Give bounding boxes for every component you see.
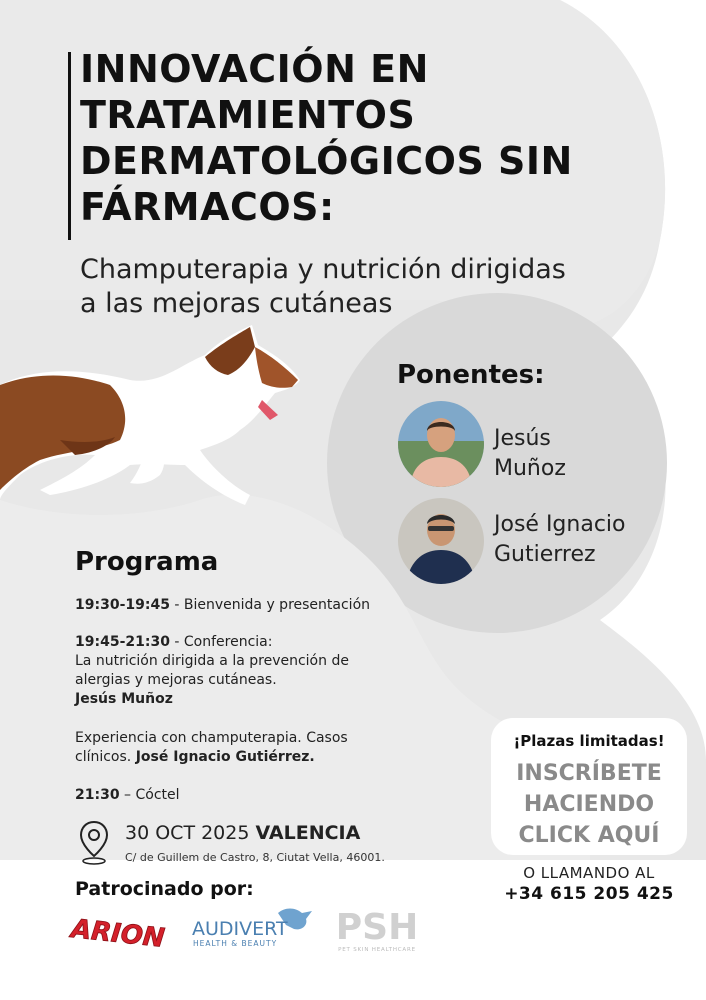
psh-logo-text: PSH: [335, 907, 419, 948]
dog-illustration: [0, 325, 310, 520]
title-line: DERMATOLÓGICOS SIN: [80, 139, 573, 183]
event-date: 30 OCT 2025: [125, 822, 250, 844]
title-line: TRATAMIENTOS: [80, 93, 416, 137]
register-cta-text: [491, 758, 687, 851]
program-time: 21:30: [75, 787, 120, 803]
page-subtitle: [80, 253, 680, 321]
program-item: [75, 786, 415, 805]
program-text: – Cóctel: [119, 787, 180, 803]
event-address: C/ de Guillem de Castro, 8, Ciutat Vella, 46001.: [125, 851, 385, 864]
program-item: [75, 729, 385, 767]
page-title: [80, 46, 680, 230]
speaker-second-line: Gutierrez: [494, 542, 596, 567]
speaker-avatar: [398, 401, 484, 487]
program-time: 19:45-21:30: [75, 634, 170, 650]
cta-line: HACIENDO: [523, 792, 655, 817]
speaker-first-line: Jesús: [494, 426, 551, 451]
event-date-location: [125, 822, 360, 844]
speaker-second-line: Muñoz: [494, 456, 566, 481]
arion-logo-text: ARION: [69, 914, 167, 954]
program-speaker: José Ignacio Gutiérrez.: [135, 749, 315, 765]
speaker-name: [494, 424, 566, 484]
register-button[interactable]: [491, 718, 687, 855]
speaker-avatar: [398, 498, 484, 584]
program-text: - Bienvenida y presentación: [169, 597, 371, 613]
program-text: - Conferencia:: [169, 634, 273, 650]
speaker-name: [494, 510, 625, 570]
call-label: O LLAMANDO AL: [523, 864, 655, 882]
title-line: INNOVACIÓN EN: [80, 47, 429, 91]
speaker-photo: [398, 401, 484, 487]
title-line: FÁRMACOS:: [80, 185, 335, 229]
program-speaker: Jesús Muñoz: [75, 691, 173, 707]
subtitle-line: Champuterapia y nutrición dirigidas: [80, 254, 566, 285]
subtitle-line: a las mejoras cutáneas: [80, 288, 393, 319]
program-item: [75, 596, 415, 615]
limited-places-label: ¡Plazas limitadas!: [513, 732, 665, 750]
location-pin-icon: [78, 820, 110, 866]
program-item: [75, 633, 415, 709]
speaker-first-line: José Ignacio: [494, 512, 626, 537]
cta-line: CLICK AQUÍ: [518, 823, 660, 848]
arion-logo: [68, 908, 168, 958]
phone-number-link[interactable]: +34 615 205 425: [504, 884, 674, 904]
program-text: Experiencia con champuterapia. Casos clínicos.: [75, 730, 348, 765]
program-detail: La nutrición dirigida a la prevención de alergias y mejoras cutáneas.: [75, 653, 349, 688]
audivert-logo-tagline: HEALTH & BEAUTY: [193, 939, 278, 948]
cta-line: INSCRÍBETE: [516, 761, 662, 786]
title-accent-bar: [68, 52, 71, 240]
psh-logo: [330, 905, 425, 955]
psh-logo-tagline: PET SKIN HEALTHCARE: [338, 947, 416, 953]
program-heading: Programa: [75, 547, 219, 577]
audivert-logo-text: AUDIVERT: [192, 918, 288, 940]
sponsors-heading: Patrocinado por:: [75, 878, 254, 900]
audivert-logo: [190, 905, 320, 950]
speakers-heading: Ponentes:: [397, 360, 545, 390]
event-city: VALENCIA: [255, 822, 361, 844]
speaker-photo: [398, 498, 484, 584]
program-time: 19:30-19:45: [75, 597, 170, 613]
